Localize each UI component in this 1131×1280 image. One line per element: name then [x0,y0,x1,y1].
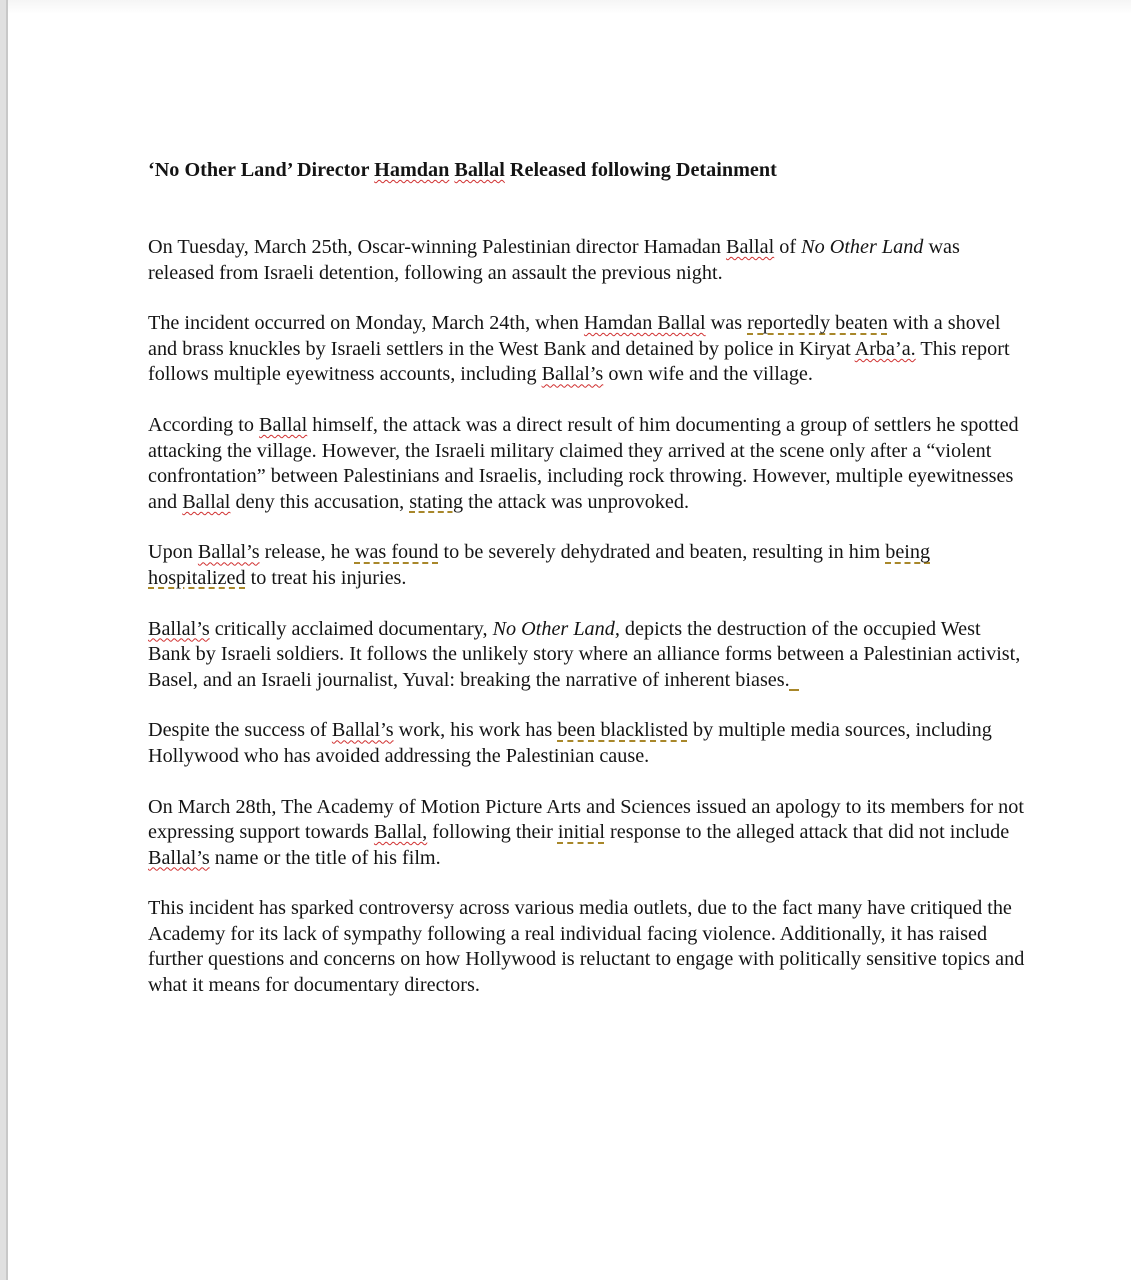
document-title [148,157,1028,183]
paragraph-controversy [148,896,1028,998]
paragraph-accounts [148,413,1028,515]
text-run: of [774,236,802,258]
text-run: release, he [259,541,355,564]
spelling-flag[interactable]: Ballal [454,159,505,181]
spelling-flag[interactable]: Ballal [726,236,775,258]
text-run: was released from Israeli detention, following an assault the previous night. [148,236,960,284]
spelling-flag[interactable]: Ballal’s [331,719,394,742]
spelling-flag[interactable]: Ballal [259,413,308,436]
film-title: No Other Land [801,236,924,258]
grammar-flag[interactable]: being hospitalized [148,541,931,589]
text-run: himself, the attack was a direct result of him documenting a group of settlers he spotted attacking the village. However, the Israeli military claimed they arrived at the scene only after a “violent confrontation” between Palestinians and Israelis, including rock throwing. However, multiple eyewitnesses and [148,413,1019,513]
text-run: critically acclaimed documentary, [209,617,493,640]
text-run: work, his work has [393,719,558,742]
grammar-flag[interactable]: was found [354,541,439,564]
spelling-flag[interactable]: Hamdan [374,159,450,181]
text-run: depicts the destruction of the occupied West Bank by Israeli soldiers. It follows the unlikely story where an alliance forms between a Palestinian activist, Basel, and an Israeli journalist, Yuval: breaking the narrative of inherent biases. [148,617,1021,691]
spelling-flag[interactable]: Ballal’s [197,541,260,564]
text-run: This incident has sparked controversy across various media outlets, due to the fact many have critiqued the Academy for its lack of sympathy following a real individual facing violence. Additionally, it has raised further questions and concerns on how Hollywood is reluctant to engage with politically sensitive topics and what it means for documentary directors. [148,897,1025,997]
spelling-flag[interactable]: Ballal [182,490,231,513]
grammar-flag[interactable]: stating [409,490,464,513]
text-run: On Tuesday, March 25th, Oscar-winning Palestinian director Hamadan [148,236,726,258]
text-run: following their [427,821,558,844]
text-run: Despite the success of [148,719,332,742]
text-run: the attack was unprovoked. [463,490,690,513]
spelling-flag[interactable]: Ballal’s [148,846,210,869]
text-run: to treat his injuries. [245,566,407,589]
spelling-flag[interactable]: Ballal’s [541,363,604,386]
film-title: No Other Land, [492,617,620,640]
text-run: Upon [148,541,198,564]
spelling-flag[interactable]: Ballal’s [148,617,210,640]
paragraph-academy-apology [148,795,1028,872]
grammar-flag[interactable]: reportedly beaten [747,312,888,335]
text-run: was [705,312,748,335]
grammar-flag[interactable]: initial [557,821,605,844]
text-run: According to [148,413,260,436]
spelling-flag[interactable]: Arba’a. [854,337,916,360]
paragraph-release [148,235,1028,286]
text-run: by multiple media sources, including Hollywood who has avoided addressing the Palestinian cause. [148,719,992,767]
paragraph-blacklisted [148,718,1028,769]
text-run: name or the title of his film. [209,846,441,869]
paragraph-incident [148,311,1028,388]
text-run: to be severely dehydrated and beaten, resulting in him [438,541,886,564]
text-run: deny this accusation, [230,490,410,513]
grammar-flag[interactable] [790,669,800,691]
text-run: The incident occurred on Monday, March 24th, when [148,312,584,335]
spelling-flag[interactable]: Hamdan Ballal [583,312,706,335]
grammar-flag[interactable]: been blacklisted [557,719,688,742]
text-run: On March 28th, The Academy of Motion Picture Arts and Sciences issued an apology to its members for not expressing support towards [148,795,1024,844]
text-run: This report follows multiple eyewitness accounts, including [148,337,1010,386]
text-run: response to the alleged attack that did not include [604,821,1010,844]
text-run: own wife and the village. [603,363,813,386]
text-run: with a shovel and brass knuckles by Israeli settlers in the West Bank and detained by police in Kiryat [148,312,1001,360]
title-text: ‘No Other Land’ Director [148,159,375,181]
title-text: Released following Detainment [504,159,777,181]
spelling-flag[interactable]: Ballal, [373,821,428,844]
paragraph-hospitalized [148,540,1028,591]
paragraph-documentary [148,617,1028,694]
document-page[interactable] [8,0,1131,1280]
window-left-edge [0,0,8,1280]
document-body[interactable] [148,157,1028,1024]
